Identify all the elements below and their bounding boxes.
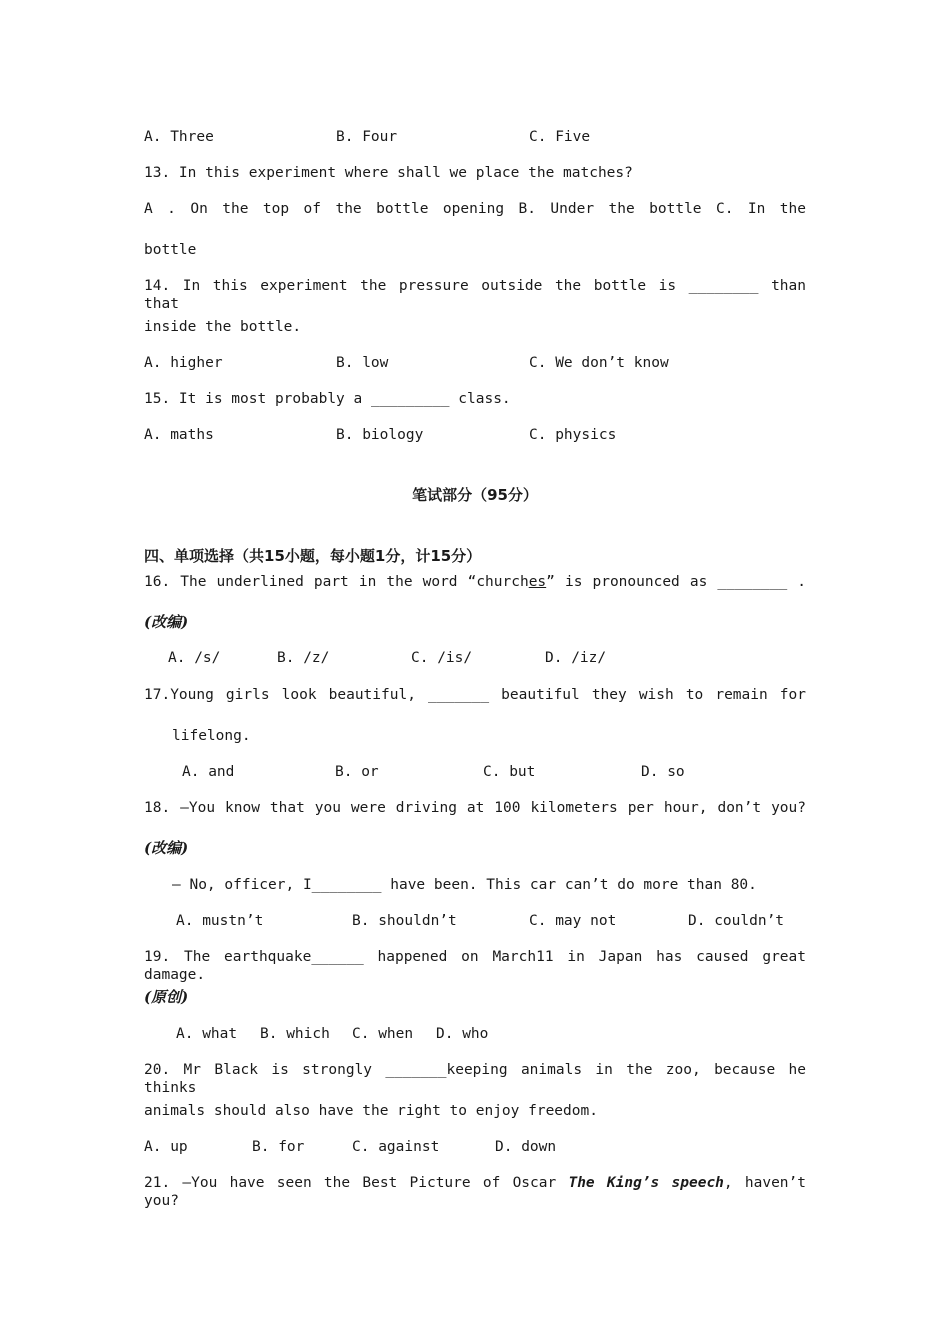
q20-option-b: B. for <box>252 1139 305 1155</box>
q15-stem: 15. It is most probably a _________ class. <box>144 391 511 407</box>
q17-option-d: D. so <box>641 764 685 780</box>
q19-option-c: C. when <box>352 1026 414 1042</box>
q14-option-b: B. low <box>336 355 389 371</box>
q21-stem-pre: 21. —You have seen the Best Picture of Oscar <box>144 1175 569 1191</box>
q16-stem-post: ” is pronounced as ________ . <box>546 574 806 590</box>
q17-option-a: A. and <box>182 764 235 780</box>
section-written-title: 笔试部分（95分） <box>412 486 538 504</box>
q15-option-c: C. physics <box>529 427 617 443</box>
q18-stem: 18. –You know that you were driving at 100 kilometers per hour, don’t you? <box>144 800 806 816</box>
q20-option-c: C. against <box>352 1139 440 1155</box>
q14-stem-cont: inside the bottle. <box>144 319 302 335</box>
q18-option-d: D. couldn’t <box>688 913 785 929</box>
q17-option-b: B. or <box>335 764 379 780</box>
q21-stem <box>144 1174 806 1210</box>
q13-stem: 13. In this experiment where shall we place the matches? <box>144 165 633 181</box>
q14-option-c: C. We don’t know <box>529 355 669 371</box>
q16-option-d: D. /iz/ <box>545 650 607 666</box>
q21-film-title: The King’s speech <box>568 1175 724 1191</box>
q20-stem: 20. Mr Black is strongly _______keeping animals in the zoo, because he thinks <box>144 1062 806 1096</box>
q13-options-line: A . On the top of the bottle opening B. Under the bottle C. In the <box>144 201 806 217</box>
q16-source-tag: (改编) <box>144 613 189 631</box>
q15-option-a: A. maths <box>144 427 214 443</box>
q19-option-a: A. what <box>176 1026 238 1042</box>
q20-option-a: A. up <box>144 1139 188 1155</box>
q15-option-b: B. biology <box>336 427 424 443</box>
q12-option-c: C. Five <box>529 129 591 145</box>
q16-stem <box>144 573 806 591</box>
q13-options-cont: bottle <box>144 242 197 258</box>
q17-option-c: C. but <box>483 764 536 780</box>
q12-option-a: A. Three <box>144 129 214 145</box>
section-four-title: 四、单项选择（共15小题，每小题1分，计15分） <box>144 547 482 565</box>
q16-option-a: A. /s/ <box>168 650 221 666</box>
q18-option-c: C. may not <box>529 913 617 929</box>
q14-option-a: A. higher <box>144 355 223 371</box>
q17-stem: 17.Young girls look beautiful, _______ beautiful they wish to remain for <box>144 687 806 703</box>
q18-option-b: B. shouldn’t <box>352 913 457 929</box>
q19-source-tag: (原创) <box>144 988 189 1006</box>
q14-stem: 14. In this experiment the pressure outside the bottle is ________ than that <box>144 278 806 312</box>
q12-option-b: B. Four <box>336 129 398 145</box>
q17-stem-cont: lifelong. <box>172 728 251 744</box>
q16-underlined-part: es <box>528 574 547 590</box>
q16-stem-pre: 16. The underlined part in the word “church <box>144 574 529 590</box>
q16-option-b: B. /z/ <box>277 650 330 666</box>
q20-option-d: D. down <box>495 1139 557 1155</box>
q20-stem-cont: animals should also have the right to enjoy freedom. <box>144 1103 598 1119</box>
q18-option-a: A. mustn’t <box>176 913 264 929</box>
q19-option-d: D. who <box>436 1026 489 1042</box>
q16-option-c: C. /is/ <box>411 650 473 666</box>
q18-reply: – No, officer, I________ have been. This car can’t do more than 80. <box>172 877 757 893</box>
q21-stem-post: , haven’t you? <box>144 1175 806 1209</box>
q18-source-tag: (改编) <box>144 839 189 857</box>
q19-stem: 19. The earthquake______ happened on March11 in Japan has caused great damage. <box>144 949 806 983</box>
q19-option-b: B. which <box>260 1026 330 1042</box>
